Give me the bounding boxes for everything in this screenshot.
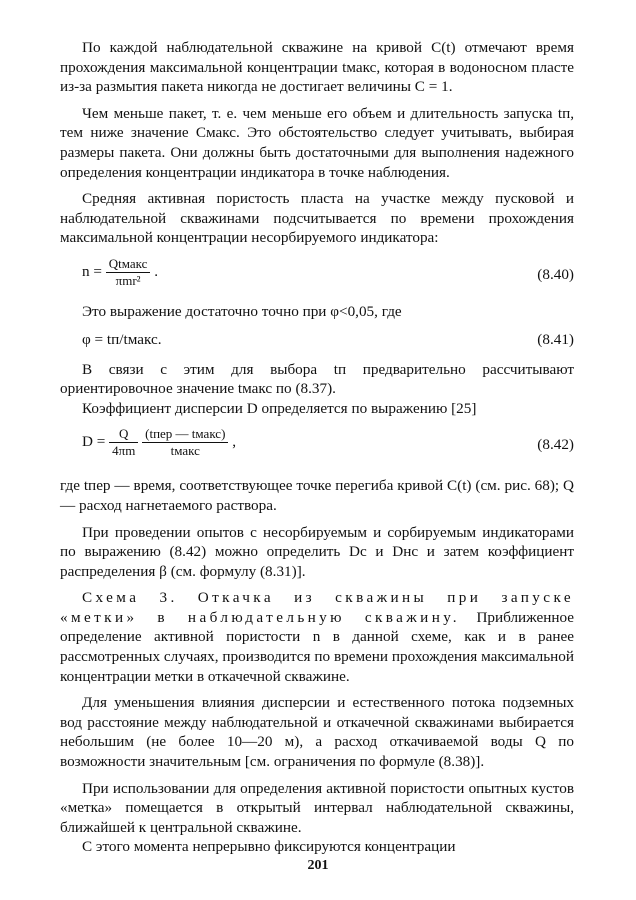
eq-8-42-f2-numerator: (tпер — tмакс) xyxy=(142,426,228,443)
paragraph-3: Средняя активная пористость пласта на участке между пусковой и наблюдательной скважинами подсчитывается по времени прохождения максимальной концентрации несорбируемого индикатора: xyxy=(60,190,574,247)
eq-8-40-fraction xyxy=(106,256,151,289)
paragraph-10: Для уменьшения влияния дисперсии и естественного потока подземных вод расстояние между наблюдательной и откачечной скважинами выбирается небольшим (не более 10—20 м), а расход откачиваемой воды Q по возможности значительным [см. ограничения по формуле (8.38)]. xyxy=(60,694,574,771)
eq-8-42-lhs: D = xyxy=(82,433,110,451)
paragraph-9 xyxy=(60,588,574,686)
paragraph-1: По каждой наблюдательной скважине на кривой C(t) отмечают время прохождения максимальной концентрации tмакс, которая в водоносном пласте из-за размытия пакета никогда не достигает величины C = 1. xyxy=(60,39,574,96)
paragraph-2: Чем меньше пакет, т. е. чем меньше его объем и длительность запуска tп, тем ниже значение Cмакс. Это обстоятельство следует учитывать, выбирая размеры пакета. Они должны быть достаточными для выполнения надежного определения концентрации индикатора в точке наблюдения. xyxy=(60,104,574,181)
eq-8-40-lhs: n = xyxy=(82,262,106,280)
equation-8-42 xyxy=(60,422,574,472)
eq-8-41-body: φ = tп/tмакс. xyxy=(82,330,162,348)
equation-8-40 xyxy=(60,254,574,298)
equation-8-41 xyxy=(60,328,574,354)
eq-8-40-label: (8.40) xyxy=(537,265,574,283)
eq-8-41-label: (8.41) xyxy=(537,330,574,348)
paragraph-8: При проведении опытов с несорбируемым и сорбируемым индикаторами по выражению (8.42) можно определить Dс и Dнс и затем коэффициент распределения β (см. формулу (8.31)]. xyxy=(60,523,574,580)
eq-8-42-f1-denominator: 4πm xyxy=(112,443,136,459)
eq-8-42-fraction-1 xyxy=(109,426,138,459)
scheme-3-text: Приближенное определение активной пористости n в данной схеме, как и в ранее рассмотренных случаях, производится по времени прохождения максимальной концентрации метки в откачечной скважине. xyxy=(60,608,574,685)
paragraph-11: При использовании для определения активной пористости опытных кустов «метка» помещается в открытый интервал наблюдательной скважины, ближайшей к центральной скважине. xyxy=(60,779,574,836)
paragraph-12: С этого момента непрерывно фиксируются концентрации xyxy=(82,838,456,856)
eq-8-42-tail: , xyxy=(228,433,236,451)
eq-8-40-numerator: Qtмакс xyxy=(106,256,151,273)
paragraph-7: где tпер — время, соответствующее точке перегиба кривой C(t) (см. рис. 68); Q — расход нагнетаемого раствора. xyxy=(60,477,574,514)
scheme-3-heading: Схема 3. Откачка из скважины при запуске «метки» в наблюдательную скважину. xyxy=(60,589,574,626)
page-number: 201 xyxy=(307,858,329,873)
eq-8-40-tail: . xyxy=(150,262,159,280)
eq-8-42-fraction-2 xyxy=(142,426,228,459)
eq-8-42-f1-numerator: Q xyxy=(109,426,138,443)
paragraph-4: Это выражение достаточно точно при φ<0,05, где xyxy=(82,302,402,320)
eq-8-42-label: (8.42) xyxy=(537,436,574,454)
eq-8-40-denominator: πmr² xyxy=(115,272,141,288)
eq-8-42-f2-denominator: tмакс xyxy=(170,443,200,459)
paragraph-5: В связи с этим для выбора tп предварительно рассчитывают ориентировочное значение tмакс по (8.37). xyxy=(60,360,574,398)
paragraph-6: Коэффициент дисперсии D определяется по выражению [25] xyxy=(82,399,477,417)
